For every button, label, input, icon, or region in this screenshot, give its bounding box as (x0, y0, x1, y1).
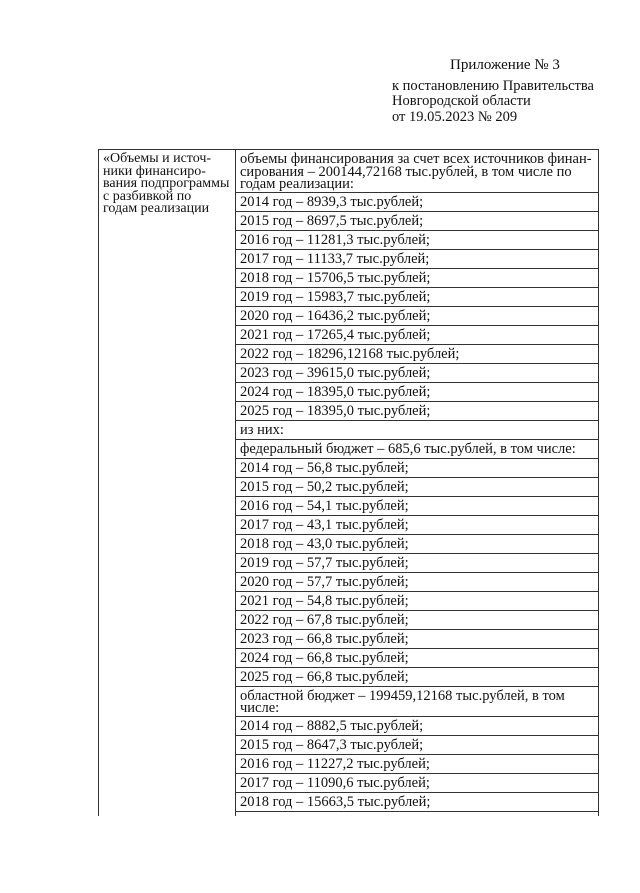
federal-year-row: 2017 год – 43,1 тыс.рублей; (236, 516, 598, 535)
label-line: годам реализации (103, 201, 210, 216)
label-line: «Объемы и источ- (103, 151, 212, 166)
regional-year-row: 2018 год – 15663,5 тыс.рублей; (236, 793, 598, 812)
region-line: Новгородской области (392, 93, 531, 109)
label-line: вания подпрограммы (103, 176, 230, 191)
resolution-line: к постановлению Правительства (392, 77, 594, 94)
financing-label-cell (99, 150, 236, 816)
total-year-row: 2020 год – 16436,2 тыс.рублей; (236, 307, 598, 326)
total-year-row: 2024 год – 18395,0 тыс.рублей; (236, 383, 598, 402)
total-year-row: 2023 год – 39615,0 тыс.рублей; (236, 364, 598, 383)
total-year-row: 2017 год – 11133,7 тыс.рублей; (236, 250, 598, 269)
regional-budget-total: областной бюджет – 199459,12168 тыс.рублей, в том числе: (236, 687, 598, 717)
total-year-row: 2014 год – 8939,3 тыс.рублей; (236, 193, 598, 212)
regional-year-row: 2014 год – 8882,5 тыс.рублей; (236, 717, 598, 736)
total-year-row: 2021 год – 17265,4 тыс.рублей; (236, 326, 598, 345)
total-year-row: 2015 год – 8697,5 тыс.рублей; (236, 212, 598, 231)
federal-year-row: 2016 год – 54,1 тыс.рублей; (236, 497, 598, 516)
regional-year-row: 2015 год – 8647,3 тыс.рублей; (236, 736, 598, 755)
label-line: с разбивкой по (103, 188, 192, 204)
federal-budget-total: федеральный бюджет – 685,6 тыс.рублей, в том числе: (236, 440, 598, 459)
total-year-row: 2016 год – 11281,3 тыс.рублей; (236, 231, 598, 250)
financing-values-cell (236, 150, 598, 812)
federal-year-row: 2018 год – 43,0 тыс.рублей; (236, 535, 598, 554)
appendix-header (392, 58, 594, 125)
date-number-line: от 19.05.2023 № 209 (392, 108, 518, 125)
federal-year-row: 2024 год – 66,8 тыс.рублей; (236, 649, 598, 668)
total-year-row: 2019 год – 15983,7 тыс.рублей; (236, 288, 598, 307)
federal-year-row: 2015 год – 50,2 тыс.рублей; (236, 478, 598, 497)
of-them-label: из них: (236, 421, 598, 440)
federal-year-row: 2022 год – 67,8 тыс.рублей; (236, 611, 598, 630)
label-line: ники финансиро- (103, 163, 206, 179)
federal-year-row: 2020 год – 57,7 тыс.рублей; (236, 573, 598, 592)
financing-table (98, 149, 599, 816)
federal-year-row: 2014 год – 56,8 тыс.рублей; (236, 459, 598, 478)
federal-year-row: 2025 год – 66,8 тыс.рублей; (236, 668, 598, 687)
regional-year-row: 2017 год – 11090,6 тыс.рублей; (236, 774, 598, 793)
total-year-row: 2025 год – 18395,0 тыс.рублей; (236, 402, 598, 421)
federal-year-row: 2021 год – 54,8 тыс.рублей; (236, 592, 598, 611)
appendix-title: Приложение № 3 (450, 57, 560, 73)
total-year-row: 2022 год – 18296,12168 тыс.рублей; (236, 345, 598, 364)
federal-year-row: 2019 год – 57,7 тыс.рублей; (236, 554, 598, 573)
regional-year-row: 2016 год – 11227,2 тыс.рублей; (236, 755, 598, 774)
total-year-row: 2018 год – 15706,5 тыс.рублей; (236, 269, 598, 288)
federal-year-row: 2023 год – 66,8 тыс.рублей; (236, 630, 598, 649)
total-financing-intro: объемы финансирования за счет всех источников финан-сирования – 200144,72168 тыс.рублей, в том числе по годам реализации: (236, 150, 598, 193)
